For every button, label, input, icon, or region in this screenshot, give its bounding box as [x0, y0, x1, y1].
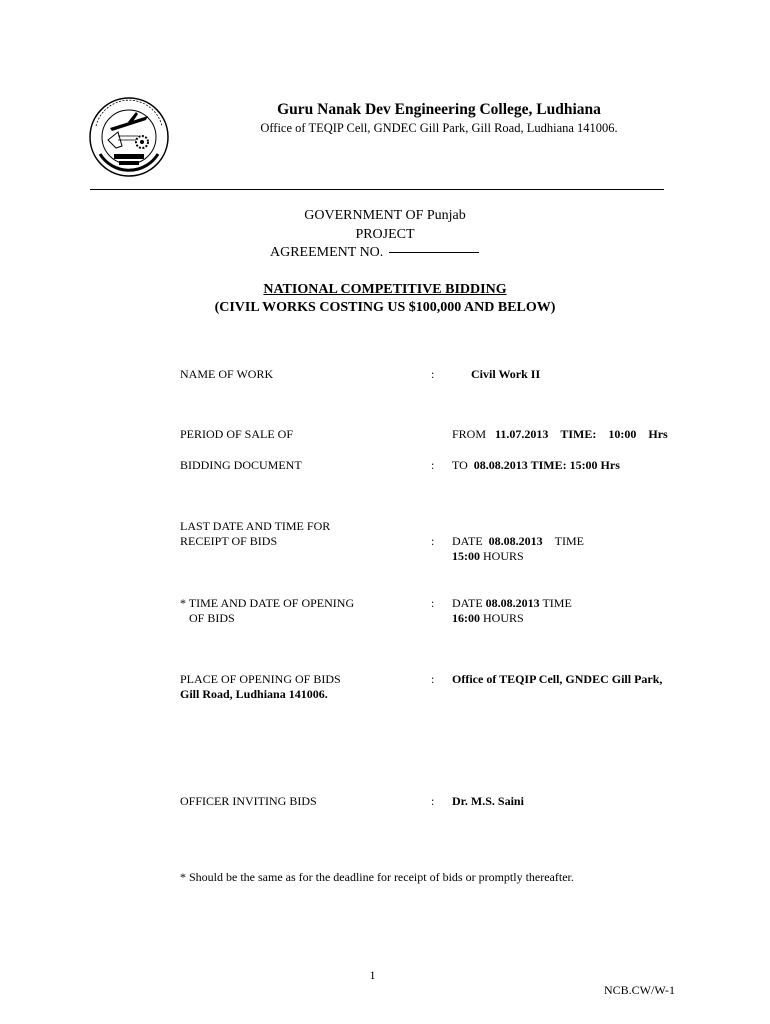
officer-label: OFFICER INVITING BIDS	[180, 794, 317, 808]
name-of-work-colon: :	[431, 367, 435, 381]
office-address: Office of TEQIP Cell, GNDEC Gill Park, Gill Road, Ludhiana 141006.	[260, 121, 618, 135]
opening-label-line-1: * TIME AND DATE OF OPENING	[180, 596, 355, 610]
bidding-document-label: BIDDING DOCUMENT	[180, 458, 302, 472]
sale-from-hrs: Hrs	[648, 427, 668, 441]
sale-to-line	[452, 458, 620, 473]
agreement-number	[270, 245, 479, 261]
government-line: GOVERNMENT OF Punjab	[304, 208, 466, 223]
sale-to-label: TO	[452, 458, 468, 472]
opening-label	[180, 596, 354, 626]
opening-label-line-2: OF BIDS	[189, 611, 235, 625]
last-date-value	[452, 534, 584, 564]
header-divider	[90, 189, 664, 190]
period-of-sale-label: PERIOD OF SALE OF	[180, 427, 294, 441]
opening-time: 16:00	[452, 611, 480, 625]
last-date-date-label: DATE	[452, 534, 483, 548]
opening-time-label: TIME	[542, 596, 572, 610]
last-date-colon: :	[431, 534, 435, 548]
sale-to-colon: :	[431, 458, 435, 472]
page-number: 1	[369, 968, 376, 982]
officer-colon: :	[431, 794, 435, 808]
document-code: NCB.CW/W-1	[604, 983, 675, 997]
last-date-time: 15:00	[452, 549, 480, 563]
project-line: PROJECT	[355, 227, 415, 242]
name-of-work-value: Civil Work II	[471, 367, 541, 381]
agreement-blank-line	[389, 252, 479, 253]
opening-hours: HOURS	[483, 611, 524, 625]
name-of-work-label: NAME OF WORK	[180, 367, 274, 381]
last-date-label-line-2: RECEIPT OF BIDS	[180, 534, 278, 548]
college-name: Guru Nanak Dev Engineering College, Ludhiana	[277, 101, 601, 118]
sale-from-date: 11.07.2013	[495, 427, 549, 441]
sale-from-label: FROM	[452, 427, 487, 441]
place-label: PLACE OF OPENING OF BIDS	[180, 672, 341, 686]
sale-to-value: 08.08.2013 TIME: 15:00 Hrs	[473, 458, 620, 472]
bidding-title: NATIONAL COMPETITIVE BIDDING	[263, 282, 507, 297]
sale-from-line	[452, 427, 668, 442]
sale-from-time: 10:00	[608, 427, 637, 441]
place-value-line-2: Gill Road, Ludhiana 141006.	[180, 687, 328, 701]
last-date-time-label: TIME	[554, 534, 584, 548]
agreement-label: AGREEMENT NO.	[270, 245, 384, 260]
opening-date: 08.08.2013	[485, 596, 540, 610]
last-date-label-line-1: LAST DATE AND TIME FOR	[180, 519, 331, 533]
last-date-date: 08.08.2013	[488, 534, 543, 548]
last-date-hours: HOURS	[483, 549, 524, 563]
officer-value: Dr. M.S. Saini	[452, 794, 524, 808]
last-date-label	[180, 519, 330, 549]
bidding-subtitle: (CIVIL WORKS COSTING US $100,000 AND BELOW)	[214, 300, 556, 315]
opening-value	[452, 596, 572, 626]
place-value-line-1: Office of TEQIP Cell, GNDEC Gill Park,	[452, 672, 663, 686]
sale-from-time-label: TIME:	[560, 427, 597, 441]
footnote: * Should be the same as for the deadline for receipt of bids or promptly thereafter.	[180, 870, 574, 884]
opening-date-label: DATE	[452, 596, 483, 610]
place-colon: :	[431, 672, 435, 686]
opening-colon: :	[431, 596, 435, 610]
